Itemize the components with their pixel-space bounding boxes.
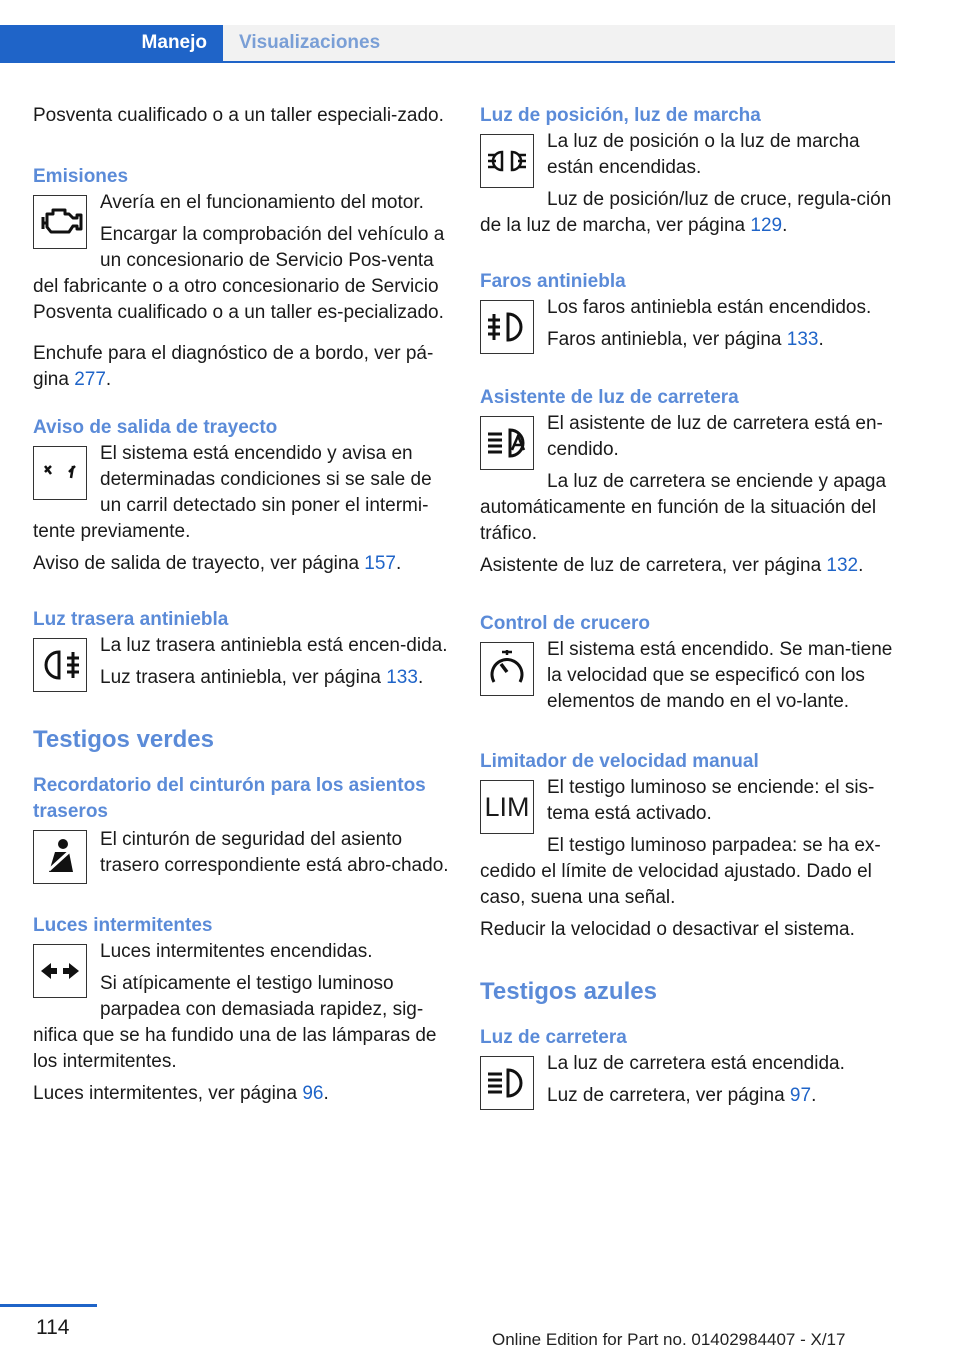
intermitentes-text-2: Si atípicamente el testigo luminoso parpadea con demasiada rapidez, sig‐nifica que se ha fundido una de las lámparas de los intermitentes. [33, 973, 437, 1072]
section-title-intermitentes: Luces intermitentes [33, 915, 213, 936]
turn-signal-icon [33, 944, 87, 998]
tab-bar [0, 25, 895, 63]
posicion-text-2: Luz de posición/luz de cruce, regula‐ción de la luz de marcha, ver página 129. [480, 189, 892, 236]
footer-edition: Online Edition for Part no. 01402984407 - X/17 [492, 1330, 846, 1349]
section-title-faros: Faros antiniebla [480, 271, 626, 292]
emisiones-text-2: Encargar la comprobación del vehículo a un concesionario de Servicio Pos‐venta del fabricante o a otro concesionario de Servicio Posventa cualificado o a un taller es‐pecializado. [33, 224, 445, 323]
faros-text-2: Faros antiniebla, ver página 133. [547, 329, 824, 350]
asistente-text-1: El asistente de luz de carretera está en‐cendido. [547, 413, 883, 460]
engine-icon [33, 195, 87, 249]
limitador-text-3: Reducir la velocidad o desactivar el sistema. [480, 919, 855, 940]
limitador-text-2: El testigo luminoso parpadea: se ha ex‐cedido el límite de velocidad ajustado. Dado el caso, suena una señal. [480, 835, 881, 908]
aviso-text-1: El sistema está encendido y avisa en determinadas condiciones si se sale de un carril detectado sin poner el intermi‐tente previamente. [33, 443, 432, 542]
right-column [480, 103, 898, 1114]
page-link[interactable]: 133 [386, 667, 418, 688]
intro-paragraph: Posventa cualificado o a un taller especiali‐zado. [33, 105, 444, 126]
intermitentes-text-1: Luces intermitentes encendidas. [100, 941, 373, 962]
emisiones-text-1: Avería en el funcionamiento del motor. [100, 192, 424, 213]
asistente-text-3: Asistente de luz de carretera, ver página 132. [480, 555, 864, 576]
high-beam-assist-icon [480, 416, 534, 470]
lane-departure-icon [33, 446, 87, 500]
section-title-crucero: Control de crucero [480, 613, 650, 634]
position-light-icon [480, 134, 534, 188]
tab-manejo[interactable]: Manejo [0, 25, 223, 61]
cruise-control-icon [480, 642, 534, 696]
high-beam-icon [480, 1056, 534, 1110]
section-title-limitador: Limitador de velocidad manual [480, 751, 759, 772]
section-title-trasera: Luz trasera antiniebla [33, 609, 229, 630]
rear-fog-icon [33, 638, 87, 692]
page-link[interactable]: 129 [750, 215, 783, 236]
lim-icon: LIM [480, 780, 534, 834]
seatbelt-icon [33, 830, 87, 884]
section-title-asistente: Asistente de luz de carretera [480, 387, 739, 408]
section-title-emisiones: Emisiones [33, 166, 129, 187]
section-title-cinturon: Recordatorio del cinturón para los asientos traseros [33, 775, 426, 822]
posicion-text-1: La luz de posición o la luz de marcha están encendidas. [547, 131, 860, 178]
aviso-text-2: Aviso de salida de trayecto, ver página 157. [33, 553, 402, 574]
page-number: 114 [36, 1316, 70, 1339]
tab-visualizaciones[interactable]: Visualizaciones [223, 25, 895, 61]
asistente-text-2: La luz de carretera se enciende y apaga automáticamente en función de la situación del tráfico. [480, 471, 887, 544]
emisiones-text-3: Enchufe para el diagnóstico de a bordo, ver pá‐gina 277. [33, 343, 434, 390]
page-link[interactable]: 97 [789, 1085, 812, 1106]
page-link[interactable]: 96 [302, 1083, 324, 1104]
page-link[interactable]: 277 [74, 369, 106, 390]
section-title-carretera: Luz de carretera [480, 1027, 627, 1048]
section-title-verdes: Testigos verdes [33, 726, 214, 753]
section-title-aviso: Aviso de salida de trayecto [33, 417, 278, 438]
cinturon-text-1: El cinturón de seguridad del asiento trasero correspondiente está abro‐chado. [100, 829, 449, 876]
trasera-text-1: La luz trasera antiniebla está encen‐dida. [100, 635, 448, 656]
carretera-text-2: Luz de carretera, ver página 97. [547, 1085, 817, 1106]
faros-text-1: Los faros antiniebla están encendidos. [547, 297, 872, 318]
front-fog-icon [480, 300, 534, 354]
page-number-bar [0, 1304, 97, 1307]
left-column [33, 103, 451, 1107]
section-title-posicion: Luz de posición, luz de marcha [480, 105, 761, 126]
intermitentes-text-3: Luces intermitentes, ver página 96. [33, 1083, 329, 1104]
crucero-text-1: El sistema está encendido. Se man‐tiene la velocidad que se especificó con los elementos de mando en el vo‐lante. [547, 639, 893, 712]
section-title-azules: Testigos azules [480, 978, 657, 1005]
page-link[interactable]: 132 [826, 555, 859, 576]
limitador-text-1: El testigo luminoso se enciende: el sis‐tema está activado. [547, 777, 875, 824]
page-link[interactable]: 133 [786, 329, 819, 350]
trasera-text-2: Luz trasera antiniebla, ver página 133. [100, 667, 424, 688]
carretera-text-1: La luz de carretera está encendida. [547, 1053, 845, 1074]
page-link[interactable]: 157 [364, 553, 396, 574]
